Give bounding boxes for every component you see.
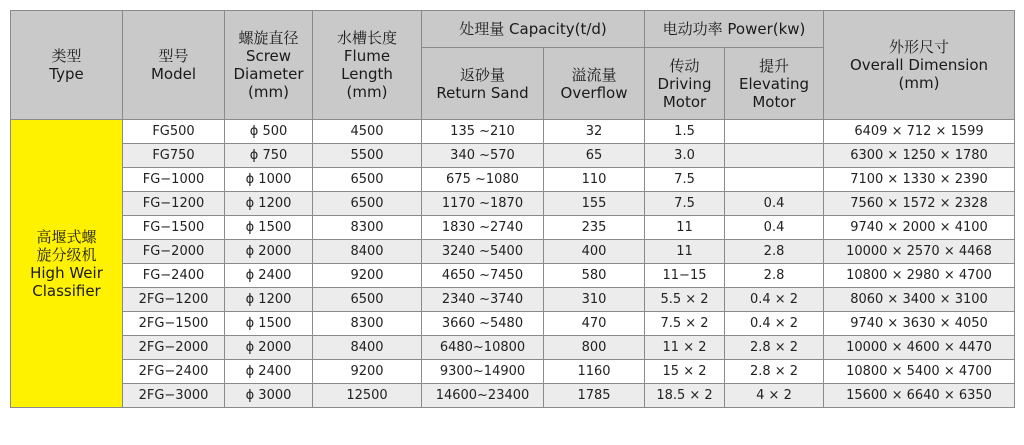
cell-driving-motor: 7.5 × 2 [645,312,725,336]
cell-driving-motor: 3.0 [645,144,725,168]
cell-flume-length: 4500 [313,120,422,144]
cell-model: FG500 [123,120,225,144]
table-row [11,168,1015,192]
cell-model: FG−1500 [123,216,225,240]
cell-driving-motor: 11 [645,216,725,240]
table-body [11,120,1015,408]
cell-overflow: 235 [544,216,645,240]
cell-flume-length: 9200 [313,360,422,384]
cell-return-sand: 340 ~570 [422,144,544,168]
cell-overall-dimension: 15600 × 6640 × 6350 [824,384,1015,408]
table-row [11,288,1015,312]
cell-overflow: 1785 [544,384,645,408]
cell-elevating-motor: 2.8 [725,264,824,288]
cell-elevating-motor: 0.4 [725,192,824,216]
table-row [11,240,1015,264]
cell-overflow: 32 [544,120,645,144]
table-row [11,120,1015,144]
cell-model: FG−1200 [123,192,225,216]
cell-flume-length: 5500 [313,144,422,168]
cell-return-sand: 1830 ~2740 [422,216,544,240]
cell-overall-dimension: 10000 × 4600 × 4470 [824,336,1015,360]
cell-flume-length: 8300 [313,312,422,336]
table-row [11,384,1015,408]
cell-model: 2FG−2400 [123,360,225,384]
cell-screw-diameter: ϕ 2000 [225,336,313,360]
cell-elevating-motor: 0.4 × 2 [725,288,824,312]
cell-overall-dimension: 9740 × 2000 × 4100 [824,216,1015,240]
cell-return-sand: 3240 ~5400 [422,240,544,264]
cell-overall-dimension: 6409 × 712 × 1599 [824,120,1015,144]
cell-elevating-motor: 2.8 × 2 [725,360,824,384]
cell-overall-dimension: 10800 × 5400 × 4700 [824,360,1015,384]
header-elevating-motor: 提升 Elevating Motor [725,48,824,120]
cell-screw-diameter: ϕ 1200 [225,288,313,312]
cell-screw-diameter: ϕ 2000 [225,240,313,264]
table-row [11,360,1015,384]
cell-overflow: 110 [544,168,645,192]
cell-driving-motor: 15 × 2 [645,360,725,384]
table-row [11,312,1015,336]
cell-flume-length: 8300 [313,216,422,240]
cell-return-sand: 3660 ~5480 [422,312,544,336]
cell-flume-length: 9200 [313,264,422,288]
cell-model: 2FG−2000 [123,336,225,360]
header-driving-motor: 传动 Driving Motor [645,48,725,120]
header-overflow: 溢流量 Overflow [544,48,645,120]
cell-overall-dimension: 9740 × 3630 × 4050 [824,312,1015,336]
cell-screw-diameter: ϕ 1500 [225,312,313,336]
cell-overflow: 400 [544,240,645,264]
cell-elevating-motor [725,120,824,144]
header-capacity: 处理量 Capacity(t/d) [422,11,645,48]
cell-return-sand: 4650 ~7450 [422,264,544,288]
cell-screw-diameter: ϕ 1000 [225,168,313,192]
cell-return-sand: 1170 ~1870 [422,192,544,216]
cell-screw-diameter: ϕ 750 [225,144,313,168]
cell-model: 2FG−3000 [123,384,225,408]
table-row [11,216,1015,240]
cell-return-sand: 14600~23400 [422,384,544,408]
cell-overflow: 65 [544,144,645,168]
cell-model: FG−1000 [123,168,225,192]
cell-model: FG−2000 [123,240,225,264]
header-return-sand: 返砂量 Return Sand [422,48,544,120]
cell-overall-dimension: 7560 × 1572 × 2328 [824,192,1015,216]
cell-screw-diameter: ϕ 3000 [225,384,313,408]
spec-table [10,10,1015,408]
header-model: 型号 Model [123,11,225,120]
cell-driving-motor: 18.5 × 2 [645,384,725,408]
header-flume-length: 水槽长度 Flume Length (mm) [313,11,422,120]
cell-overall-dimension: 7100 × 1330 × 2390 [824,168,1015,192]
table-header [11,11,1015,120]
cell-flume-length: 8400 [313,240,422,264]
cell-elevating-motor: 2.8 × 2 [725,336,824,360]
cell-overall-dimension: 10000 × 2570 × 4468 [824,240,1015,264]
cell-overall-dimension: 6300 × 1250 × 1780 [824,144,1015,168]
cell-overflow: 310 [544,288,645,312]
table-row [11,144,1015,168]
cell-overall-dimension: 8060 × 3400 × 3100 [824,288,1015,312]
cell-overflow: 470 [544,312,645,336]
header-overall-dimension: 外形尺寸 Overall Dimension (mm) [824,11,1015,120]
cell-screw-diameter: ϕ 1200 [225,192,313,216]
table-row [11,192,1015,216]
type-cell: 高堰式螺 旋分级机 High Weir Classifier [11,120,123,408]
header-type: 类型 Type [11,11,123,120]
cell-driving-motor: 5.5 × 2 [645,288,725,312]
cell-flume-length: 8400 [313,336,422,360]
cell-flume-length: 6500 [313,288,422,312]
cell-flume-length: 12500 [313,384,422,408]
cell-driving-motor: 7.5 [645,168,725,192]
cell-model: FG−2400 [123,264,225,288]
cell-driving-motor: 7.5 [645,192,725,216]
cell-screw-diameter: ϕ 2400 [225,264,313,288]
cell-model: 2FG−1500 [123,312,225,336]
cell-driving-motor: 1.5 [645,120,725,144]
cell-return-sand: 2340 ~3740 [422,288,544,312]
cell-overflow: 1160 [544,360,645,384]
cell-model: FG750 [123,144,225,168]
cell-driving-motor: 11 [645,240,725,264]
cell-elevating-motor [725,144,824,168]
cell-flume-length: 6500 [313,192,422,216]
table-row [11,264,1015,288]
cell-elevating-motor: 0.4 [725,216,824,240]
cell-return-sand: 9300~14900 [422,360,544,384]
cell-return-sand: 6480~10800 [422,336,544,360]
cell-elevating-motor [725,168,824,192]
cell-screw-diameter: ϕ 500 [225,120,313,144]
header-screw-diameter: 螺旋直径 Screw Diameter (mm) [225,11,313,120]
cell-screw-diameter: ϕ 1500 [225,216,313,240]
cell-driving-motor: 11−15 [645,264,725,288]
cell-return-sand: 135 ~210 [422,120,544,144]
cell-elevating-motor: 2.8 [725,240,824,264]
header-power: 电动功率 Power(kw) [645,11,824,48]
cell-elevating-motor: 4 × 2 [725,384,824,408]
cell-driving-motor: 11 × 2 [645,336,725,360]
cell-screw-diameter: ϕ 2400 [225,360,313,384]
table-row [11,336,1015,360]
cell-flume-length: 6500 [313,168,422,192]
cell-return-sand: 675 ~1080 [422,168,544,192]
cell-elevating-motor: 0.4 × 2 [725,312,824,336]
cell-overall-dimension: 10800 × 2980 × 4700 [824,264,1015,288]
cell-model: 2FG−1200 [123,288,225,312]
spec-table-wrapper [10,10,1015,408]
cell-overflow: 155 [544,192,645,216]
cell-overflow: 580 [544,264,645,288]
cell-overflow: 800 [544,336,645,360]
